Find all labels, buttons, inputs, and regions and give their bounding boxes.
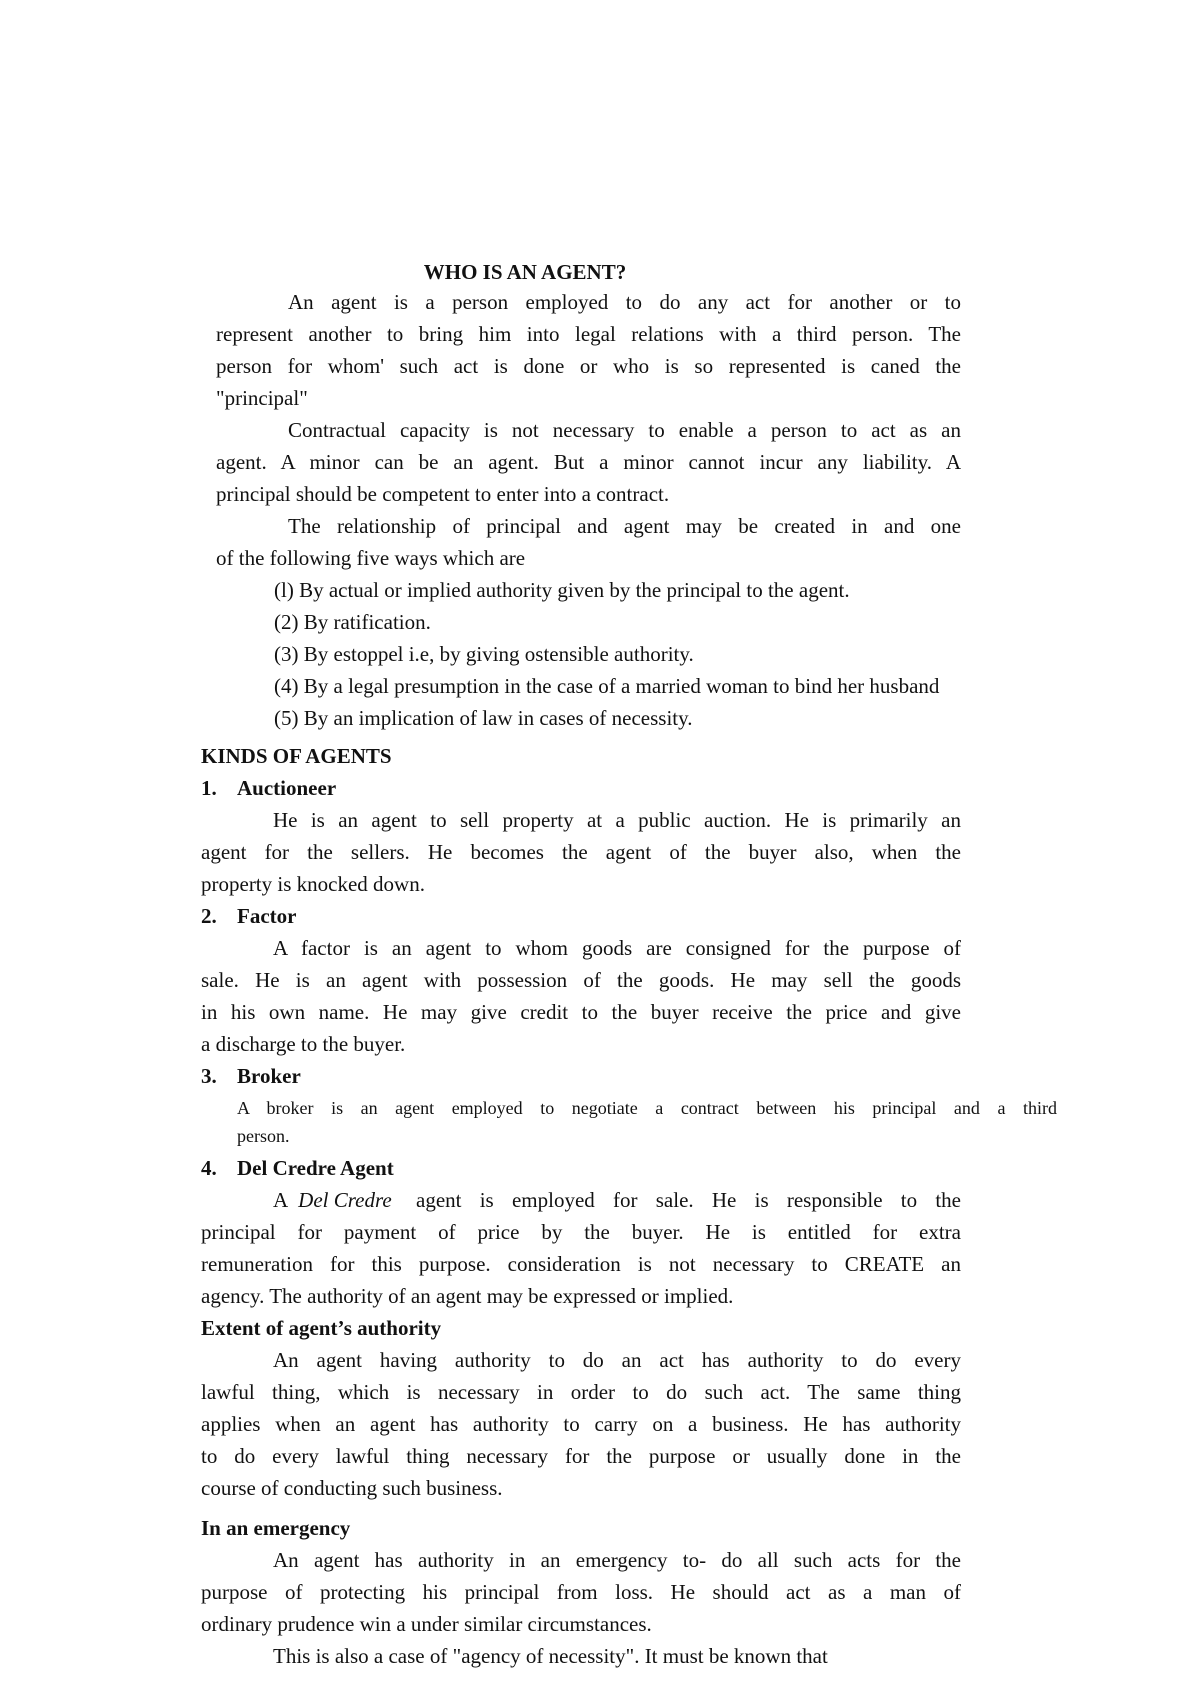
kind-text-line: agency. The authority of an agent may be expressed or implied. bbox=[201, 1284, 734, 1308]
way-item: (l) By actual or implied authority given by the principal to the agent. bbox=[274, 578, 850, 602]
intro-p2-line: agent. A minor can be an agent. But a minor cannot incur any liability. A bbox=[216, 450, 961, 474]
kind-text-line: in his own name. He may give credit to the buyer receive the price and give bbox=[201, 1000, 961, 1024]
kind-text-line: a discharge to the buyer. bbox=[201, 1032, 406, 1056]
intro-p2-line: principal should be competent to enter into a contract. bbox=[216, 482, 670, 506]
del-credre-a: A bbox=[273, 1188, 289, 1212]
emergency-text-line: An agent has authority in an emergency to- do all such acts for the bbox=[273, 1548, 961, 1572]
intro-p3-line: of the following five ways which are bbox=[216, 546, 526, 570]
intro-p2-line: Contractual capacity is not necessary to enable a person to act as an bbox=[288, 418, 961, 442]
intro-p1-line: represent another to bring him into legal relations with a third person. The bbox=[216, 322, 961, 346]
emergency-text-line: ordinary prudence win a under similar circumstances. bbox=[201, 1612, 652, 1636]
del-credre-rest: agent is employed for sale. He is responsible to the bbox=[416, 1188, 961, 1212]
emergency-heading: In an emergency bbox=[201, 1516, 351, 1540]
extent-text-line: to do every lawful thing necessary for the purpose or usually done in the bbox=[201, 1444, 961, 1468]
way-item: (3) By estoppel i.e, by giving ostensible authority. bbox=[274, 642, 694, 666]
del-credre-first-line bbox=[273, 1190, 961, 1211]
kind-number: 4. bbox=[201, 1156, 217, 1180]
kinds-heading: KINDS OF AGENTS bbox=[201, 744, 392, 768]
emergency-last-line: This is also a case of "agency of necessity". It must be known that bbox=[273, 1644, 828, 1668]
kind-number: 1. bbox=[201, 776, 217, 800]
intro-p1-line: An agent is a person employed to do any act for another or to bbox=[288, 290, 961, 314]
kind-title: Del Credre Agent bbox=[237, 1156, 394, 1180]
page-title: WHO IS AN AGENT? bbox=[423, 260, 627, 284]
kind-title: Broker bbox=[237, 1064, 301, 1088]
kind-text-line: person. bbox=[237, 1126, 290, 1146]
intro-p1-line: person for whom' such act is done or who is so represented is caned the bbox=[216, 354, 961, 378]
way-item: (5) By an implication of law in cases of necessity. bbox=[274, 706, 693, 730]
kind-text-line: A factor is an agent to whom goods are consigned for the purpose of bbox=[273, 936, 961, 960]
kind-text-line: principal for payment of price by the buyer. He is entitled for extra bbox=[201, 1220, 961, 1244]
extent-heading: Extent of agent’s authority bbox=[201, 1316, 442, 1340]
intro-p3-line: The relationship of principal and agent may be created in and one bbox=[288, 514, 961, 538]
kind-text-line: sale. He is an agent with possession of the goods. He may sell the goods bbox=[201, 968, 961, 992]
extent-text-line: lawful thing, which is necessary in order to do such act. The same thing bbox=[201, 1380, 961, 1404]
way-item: (2) By ratification. bbox=[274, 610, 431, 634]
kind-text-line: property is knocked down. bbox=[201, 872, 425, 896]
del-credre-italic: Del Credre bbox=[298, 1188, 392, 1212]
kind-text-line: agent for the sellers. He becomes the agent of the buyer also, when the bbox=[201, 840, 961, 864]
kind-text-line: remuneration for this purpose. consideration is not necessary to CREATE an bbox=[201, 1252, 961, 1276]
kind-number: 2. bbox=[201, 904, 217, 928]
way-item: (4) By a legal presumption in the case of a married woman to bind her husband bbox=[274, 674, 940, 698]
kind-number: 3. bbox=[201, 1064, 217, 1088]
kind-title: Factor bbox=[237, 904, 297, 928]
kind-text-line: He is an agent to sell property at a public auction. He is primarily an bbox=[273, 808, 961, 832]
extent-text-line: An agent having authority to do an act has authority to do every bbox=[273, 1348, 961, 1372]
emergency-text-line: purpose of protecting his principal from loss. He should act as a man of bbox=[201, 1580, 961, 1604]
kind-title: Auctioneer bbox=[237, 776, 337, 800]
extent-text-line: applies when an agent has authority to carry on a business. He has authority bbox=[201, 1412, 961, 1436]
intro-p1-line: "principal" bbox=[216, 386, 308, 410]
extent-text-line: course of conducting such business. bbox=[201, 1476, 503, 1500]
kind-text-line: A broker is an agent employed to negotiate a contract between his principal and a third bbox=[237, 1098, 1057, 1118]
